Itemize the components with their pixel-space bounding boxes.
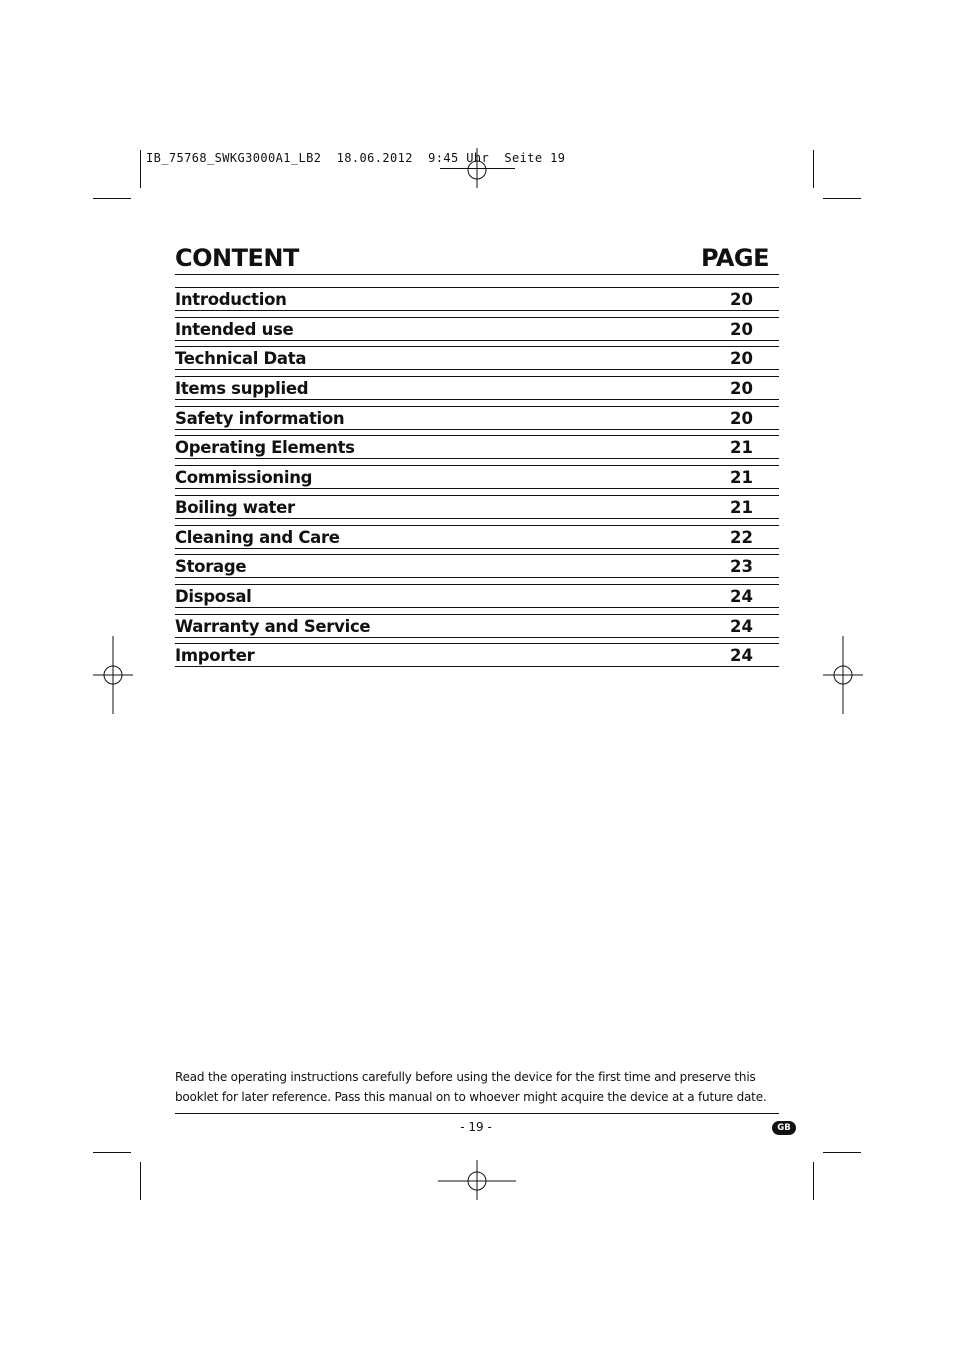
toc-entry-page: 21 bbox=[730, 497, 753, 517]
toc-entry-disposal bbox=[175, 584, 779, 608]
toc-entry-label: Items supplied bbox=[175, 379, 309, 399]
toc-entry-label: Introduction bbox=[175, 290, 287, 309]
content-title: CONTENT bbox=[175, 244, 299, 272]
table-of-contents bbox=[175, 287, 779, 673]
toc-entry-page: 22 bbox=[730, 527, 753, 547]
toc-entry-label: Cleaning and Care bbox=[175, 527, 340, 547]
crop-mark bbox=[93, 1152, 131, 1153]
crop-mark bbox=[813, 150, 814, 188]
toc-entry-label: Safety information bbox=[175, 408, 345, 428]
toc-entry-safety-information bbox=[175, 406, 779, 430]
toc-entry-commissioning bbox=[175, 465, 779, 489]
toc-entry-boiling-water bbox=[175, 495, 779, 519]
crop-mark bbox=[140, 1162, 141, 1200]
toc-entry-page: 23 bbox=[730, 557, 753, 577]
registration-mark-top bbox=[438, 148, 516, 190]
toc-entry-page: 24 bbox=[730, 646, 753, 666]
toc-entry-page: 20 bbox=[730, 349, 753, 369]
toc-entry-page: 20 bbox=[730, 319, 753, 339]
toc-entry-label: Boiling water bbox=[175, 497, 295, 517]
toc-entry-label: Intended use bbox=[175, 319, 294, 339]
crop-mark bbox=[823, 1152, 861, 1153]
toc-entry-intended-use bbox=[175, 317, 779, 341]
toc-entry-storage bbox=[175, 554, 779, 578]
registration-mark-bottom bbox=[438, 1160, 516, 1202]
toc-entry-label: Storage bbox=[175, 557, 247, 577]
crop-mark bbox=[813, 1162, 814, 1200]
toc-entry-page: 24 bbox=[730, 586, 753, 606]
toc-entry-label: Technical Data bbox=[175, 349, 307, 369]
crop-mark bbox=[93, 198, 131, 199]
toc-entry-introduction bbox=[175, 287, 779, 311]
toc-entry-page: 21 bbox=[730, 438, 753, 458]
printer-slug: IB_75768_SWKG3000A1_LB2 18.06.2012 9:45 Uhr Seite 19 bbox=[146, 151, 566, 165]
toc-entry-page: 20 bbox=[730, 290, 753, 309]
toc-entry-label: Disposal bbox=[175, 586, 252, 606]
registration-mark-left bbox=[93, 636, 133, 714]
toc-entry-label: Importer bbox=[175, 646, 255, 666]
content-heading-row bbox=[175, 244, 779, 275]
crop-mark bbox=[140, 150, 141, 188]
toc-entry-page: 24 bbox=[730, 616, 753, 636]
toc-entry-operating-elements bbox=[175, 435, 779, 459]
toc-entry-cleaning-and-care bbox=[175, 525, 779, 549]
registration-mark-right bbox=[823, 636, 863, 714]
toc-entry-importer bbox=[175, 643, 779, 667]
toc-entry-items-supplied bbox=[175, 376, 779, 400]
language-badge: GB bbox=[772, 1121, 796, 1135]
reading-note: Read the operating instructions carefully before using the device for the first time and preserve this booklet for later reference. Pass this manual on to whoever might acquire the device at a future date. bbox=[175, 1068, 779, 1114]
toc-entry-page: 20 bbox=[730, 408, 753, 428]
page-column-title: PAGE bbox=[700, 244, 769, 272]
toc-entry-warranty-and-service bbox=[175, 614, 779, 638]
toc-entry-page: 21 bbox=[730, 468, 753, 488]
toc-entry-label: Warranty and Service bbox=[175, 616, 371, 636]
toc-entry-technical-data bbox=[175, 346, 779, 370]
toc-entry-label: Commissioning bbox=[175, 468, 313, 488]
page-number: - 19 - bbox=[460, 1120, 492, 1134]
toc-entry-label: Operating Elements bbox=[175, 438, 355, 458]
toc-entry-page: 20 bbox=[730, 379, 753, 399]
crop-mark bbox=[823, 198, 861, 199]
